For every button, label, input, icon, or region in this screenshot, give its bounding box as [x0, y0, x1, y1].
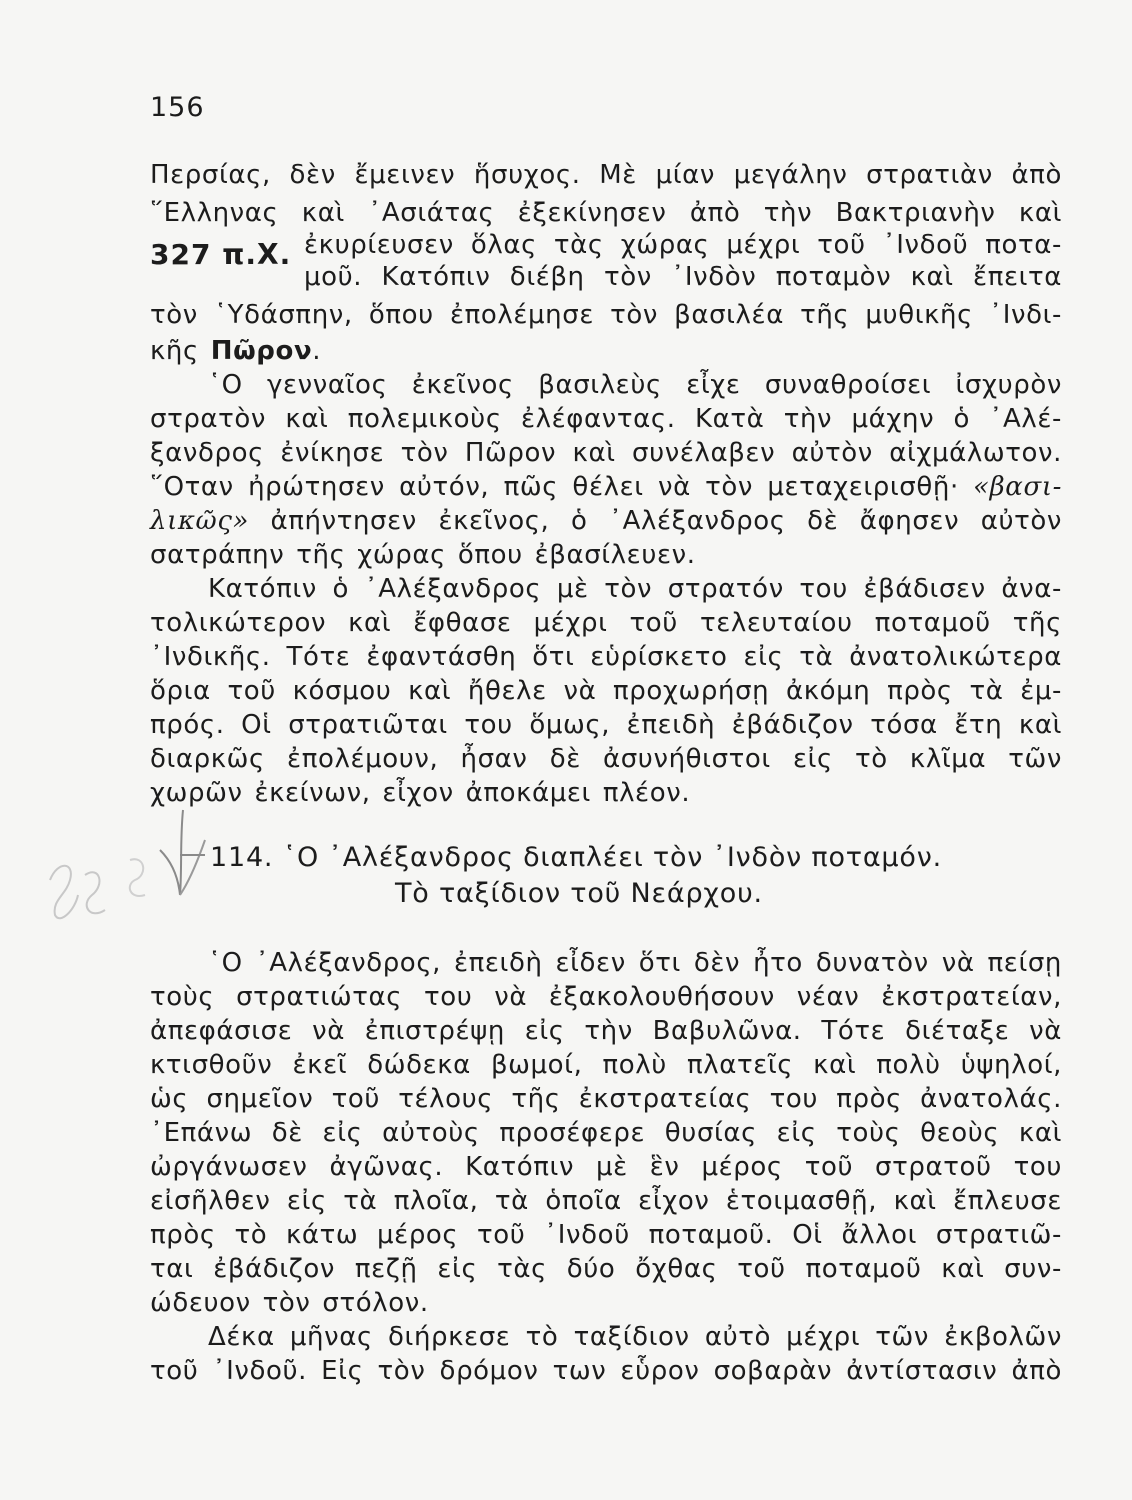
paragraph-line: ῞Ελληνας καὶ ᾽Ασιάτας ἐξεκίνησεν ἀπὸ τὴν Βακτριανὴν καὶ: [150, 198, 1062, 228]
paragraph-line: ὅρια τοῦ κόσμου καὶ ἤθελε νὰ προχωρήσῃ ἀκόμη πρὸς τὰ ἐμ-: [150, 676, 1062, 706]
paragraph-line: ξανδρος ἐνίκησε τὸν Πῶρον καὶ συνέλαβεν αὐτὸν αἰχμάλωτον.: [150, 438, 1062, 468]
section-subheading: Τὸ ταξίδιον τοῦ Νεάρχου.: [395, 878, 763, 909]
emphasized-name: Πῶρον: [210, 336, 313, 366]
paragraph-line: χωρῶν ἐκείνων, εἶχον ἀποκάμει πλέον.: [150, 778, 691, 808]
paragraph-line: πρός. Οἱ στρατιῶται του ὅμως, ἐπειδὴ ἐβάδιζον τόσα ἔτη καὶ: [150, 710, 1062, 740]
text-span: ῞Οταν ἠρώτησεν αὐτόν, πῶς θέλει νὰ τὸν μεταχειρισθῇ·: [150, 472, 974, 502]
paragraph-line: ώδευον τὸν στόλον.: [150, 1288, 429, 1318]
paragraph-line: Δέκα μῆνας διήρκεσε τὸ ταξίδιον αὐτὸ μέχρι τῶν ἐκβολῶν: [208, 1322, 1062, 1352]
quoted-word: «βασι-: [973, 472, 1062, 502]
paragraph-line: κτισθοῦν ἐκεῖ δώδεκα βωμοί, πολὺ πλατεῖς καὶ πολὺ ὑψηλοί,: [150, 1050, 1062, 1080]
text-span: ἀπήντησεν ἐκεῖνος, ὁ ᾽Αλέξανδρος δὲ ἄφησεν αὐτὸν: [249, 506, 1062, 536]
paragraph-line: τοὺς στρατιώτας του νὰ ἐξακολουθήσουν νέαν ἐκστρατείαν,: [150, 982, 1062, 1012]
paragraph-line: ὡς σημεῖον τοῦ τέλους τῆς ἐκστρατείας του πρὸς ἀνατολάς.: [150, 1084, 1062, 1114]
paragraph-line: τολικώτερον καὶ ἔφθασε μέχρι τοῦ τελευταίου ποταμοῦ τῆς: [150, 608, 1062, 638]
quoted-word: λικῶς»: [150, 506, 249, 536]
paragraph-line: ᾽Ινδικῆς. Τότε ἐφαντάσθη ὅτι εὑρίσκετο εἰς τὰ ἀνατολικώτερα: [150, 642, 1062, 672]
paragraph-line: τοῦ ᾽Ινδοῦ. Εἰς τὸν δρόμον των εὗρον σοβαρὰν ἀντίστασιν ἀπὸ: [150, 1356, 1062, 1386]
paragraph-line: εἰσῆλθεν εἰς τὰ πλοῖα, τὰ ὁποῖα εἶχον ἑτοιμασθῇ, καὶ ἔπλευσε: [150, 1186, 1062, 1216]
paragraph-line: τὸν ῾Υδάσπην, ὅπου ἐπολέμησε τὸν βασιλέα τῆς μυθικῆς ᾽Ινδι-: [150, 300, 1062, 330]
page-number: 156: [150, 92, 205, 123]
paragraph-line: σατράπην τῆς χώρας ὅπου ἐβασίλευεν.: [150, 540, 696, 570]
text-span: κῆς: [150, 336, 211, 366]
margin-date-note: 327 π.Χ.: [150, 238, 292, 271]
paragraph-line: ἐκυρίευσεν ὅλας τὰς χώρας μέχρι τοῦ ᾽Ινδοῦ ποτα-: [304, 230, 1062, 260]
paragraph-line: μοῦ. Κατόπιν διέβη τὸν ᾽Ινδὸν ποταμὸν καὶ ἔπειτα: [304, 262, 1062, 292]
paragraph-line: στρατὸν καὶ πολεμικοὺς ἐλέφαντας. Κατὰ τὴν μάχην ὁ ᾽Αλέ-: [150, 404, 1062, 434]
paragraph-line: [150, 504, 1062, 538]
paragraph-line: [150, 470, 1062, 504]
pencil-annotation-icon: [30, 800, 230, 950]
paragraph-line: ῾Ο ᾽Αλέξανδρος, ἐπειδὴ εἶδεν ὅτι δὲν ἦτο δυνατὸν νὰ πείσῃ: [208, 948, 1062, 978]
paragraph-line: ᾽Επάνω δὲ εἰς αὐτοὺς προσέφερε θυσίας εἰς τοὺς θεοὺς καὶ: [150, 1118, 1062, 1148]
paragraph-line: πρὸς τὸ κάτω μέρος τοῦ ᾽Ινδοῦ ποταμοῦ. Οἱ ἄλλοι στρατιῶ-: [150, 1220, 1062, 1250]
text-span: .: [312, 336, 322, 366]
section-heading: 114. ῾Ο ᾽Αλέξανδρος διαπλέει τὸν ᾽Ινδὸν ποταμόν.: [210, 842, 942, 873]
paragraph-line: ῾Ο γενναῖος ἐκεῖνος βασιλεὺς εἶχε συναθροίσει ἰσχυρὸν: [208, 370, 1062, 400]
paragraph-line: Περσίας, δὲν ἔμεινεν ἥσυχος. Μὲ μίαν μεγάλην στρατιὰν ἀπὸ: [150, 160, 1062, 190]
paragraph-line: ἀπεφάσισε νὰ ἐπιστρέψῃ εἰς τὴν Βαβυλῶνα. Τότε διέταξε νὰ: [150, 1016, 1062, 1046]
paragraph-line: [150, 334, 1062, 368]
paragraph-line: Κατόπιν ὁ ᾽Αλέξανδρος μὲ τὸν στρατόν του ἐβάδισεν ἀνα-: [208, 574, 1062, 604]
paragraph-line: διαρκῶς ἐπολέμουν, ἦσαν δὲ ἀσυνήθιστοι εἰς τὸ κλῖμα τῶν: [150, 744, 1062, 774]
paragraph-line: ται ἐβάδιζον πεζῇ εἰς τὰς δύο ὄχθας τοῦ ποταμοῦ καὶ συν-: [150, 1254, 1062, 1284]
paragraph-line: ὠργάνωσεν ἀγῶνας. Κατόπιν μὲ ἓν μέρος τοῦ στρατοῦ του: [150, 1152, 1062, 1182]
